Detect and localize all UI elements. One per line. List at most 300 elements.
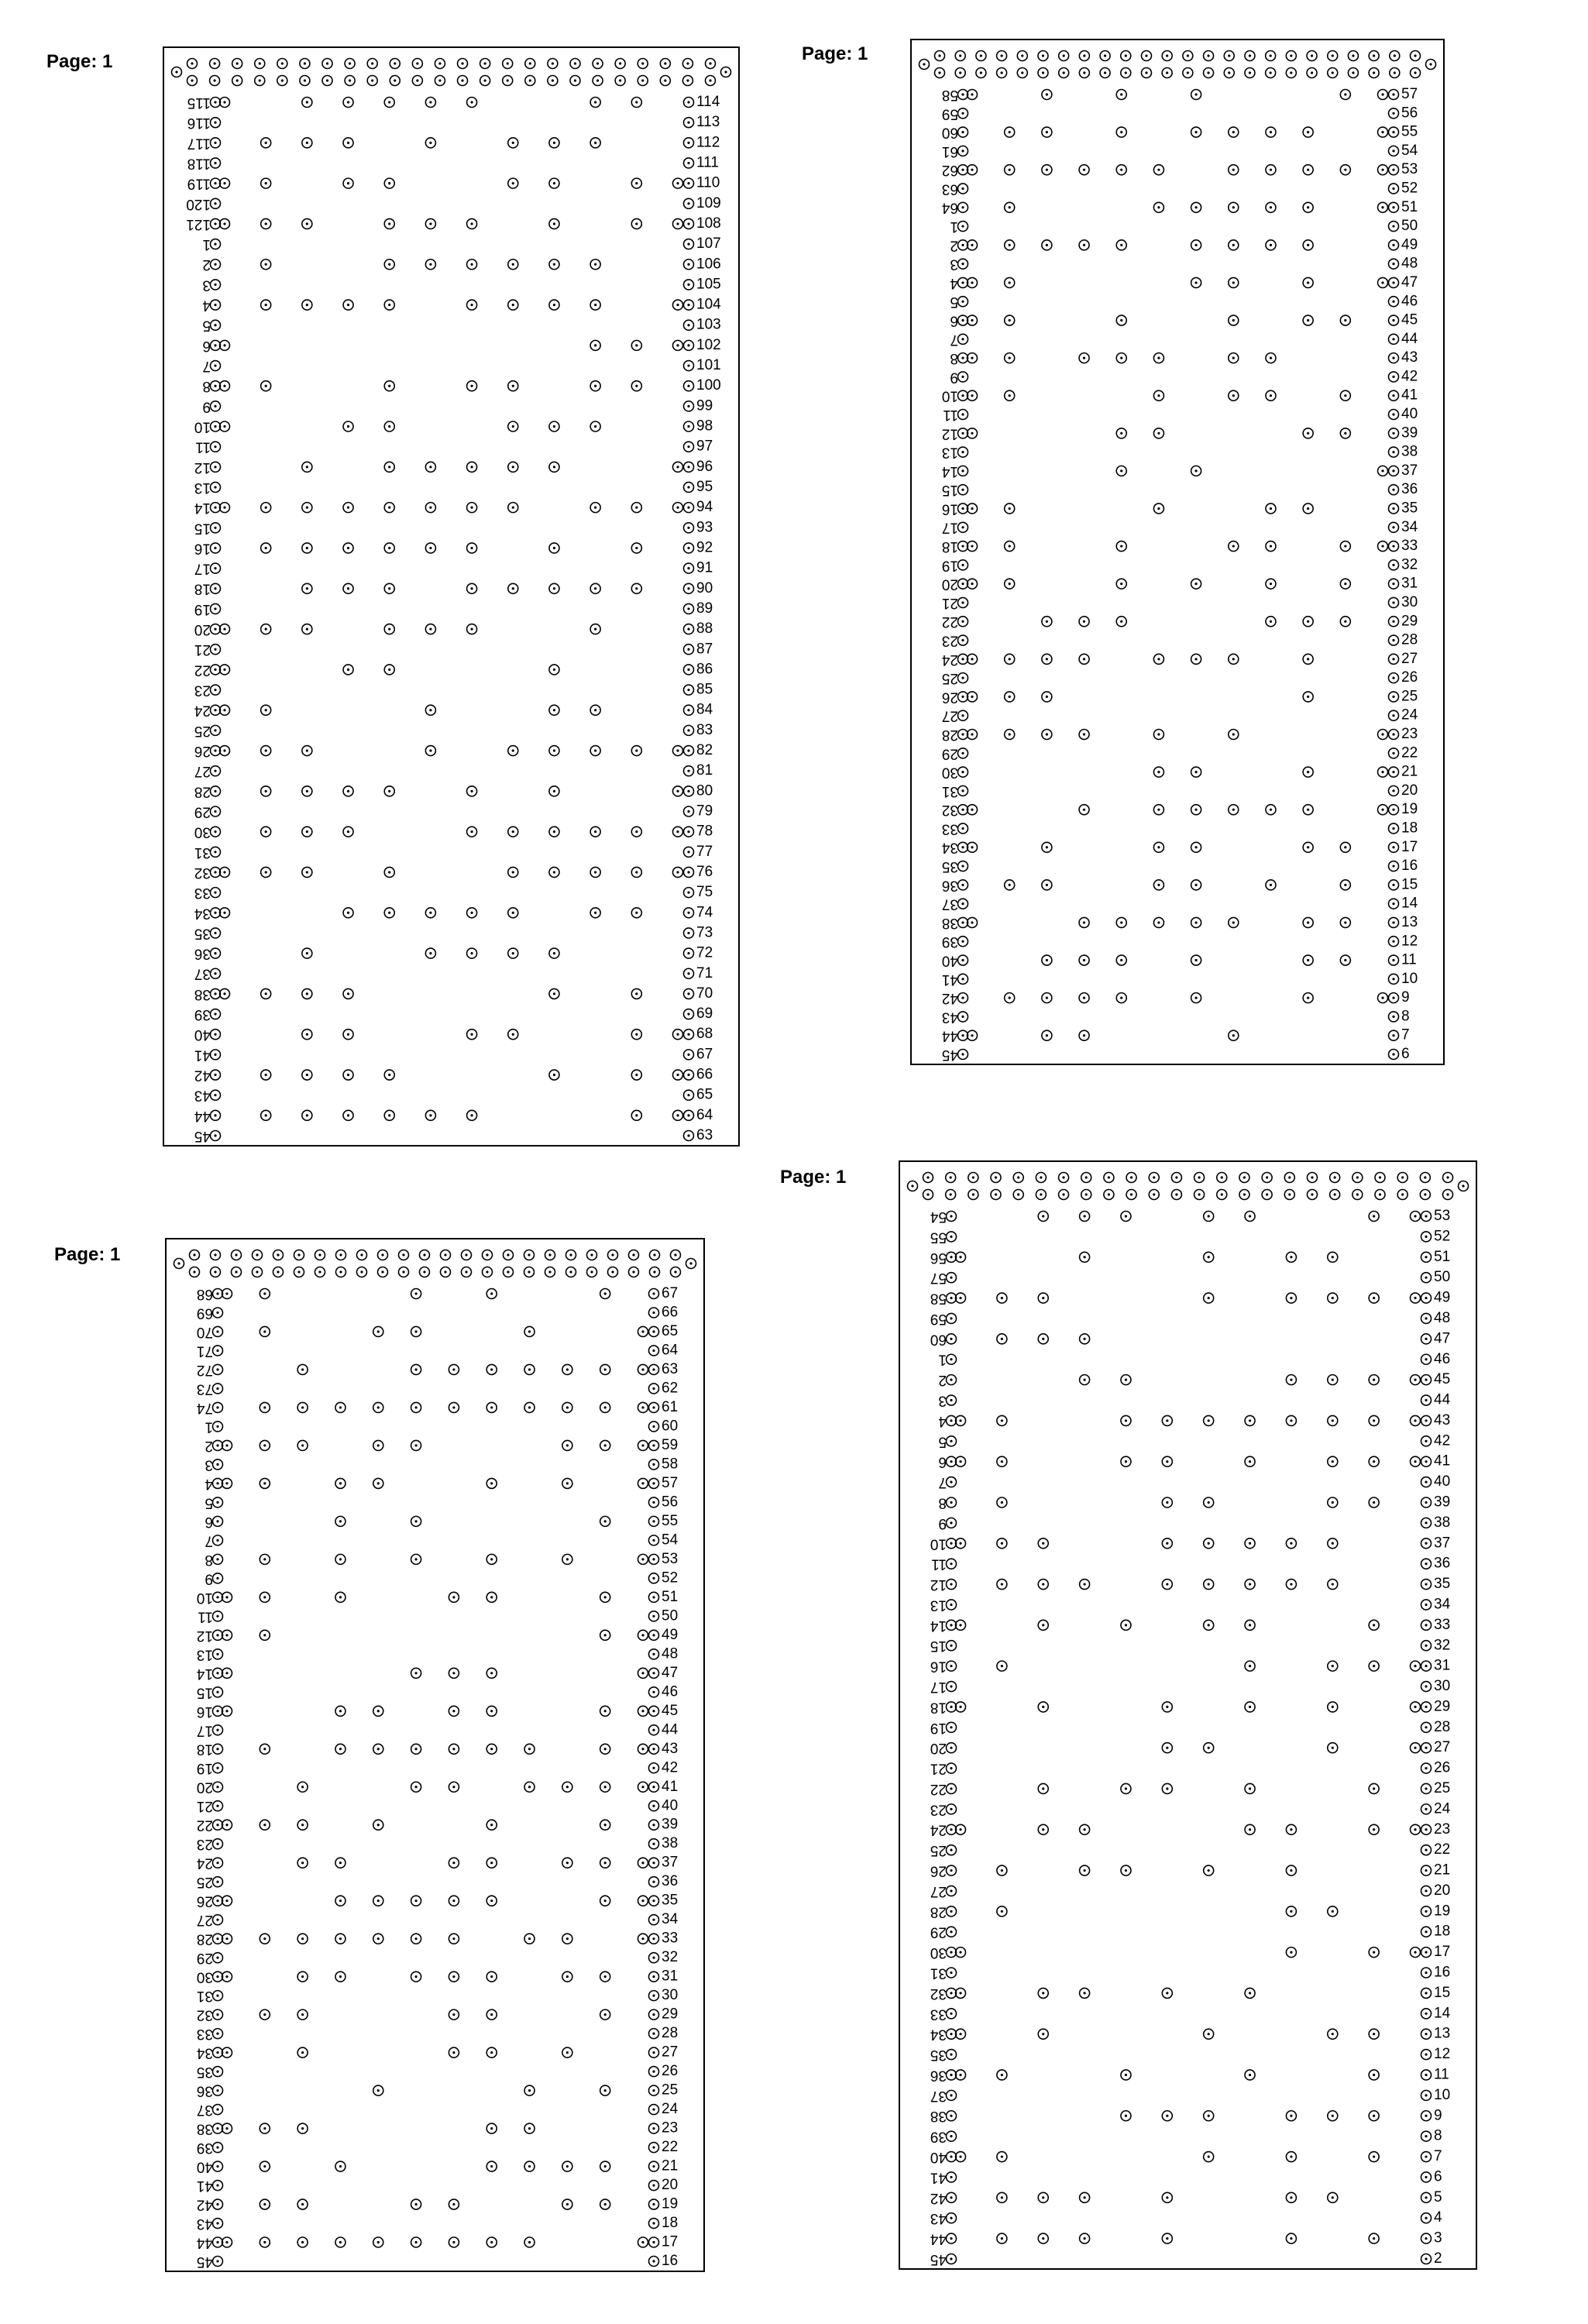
- row-number: 16: [194, 540, 211, 557]
- row-number: 48: [1434, 1309, 1451, 1326]
- row-number: 13: [930, 1597, 947, 1614]
- punch-hole: [947, 1273, 957, 1283]
- punch-hole: [997, 1865, 1007, 1875]
- row-number: 107: [696, 235, 721, 253]
- punch-hole: [1204, 1865, 1214, 1875]
- row-number: 12: [1434, 2046, 1451, 2063]
- punch-hole: [997, 1456, 1007, 1466]
- row-number: 66: [662, 1304, 679, 1321]
- row-number: 47: [662, 1664, 679, 1681]
- row-number: 89: [696, 600, 713, 617]
- punch-hole: [1284, 1173, 1294, 1183]
- row-number: 26: [930, 1862, 947, 1879]
- row-number: 48: [1401, 255, 1418, 272]
- row-number: 23: [194, 682, 211, 699]
- row-number: 85: [696, 681, 713, 698]
- row-number: 40: [941, 952, 958, 969]
- row-number: 27: [941, 707, 958, 724]
- punch-hole: [1286, 1293, 1296, 1303]
- row-number: 18: [196, 1741, 213, 1758]
- punch-hole: [947, 1968, 957, 1978]
- punch-hole: [1421, 1763, 1432, 1773]
- row-number: 7: [950, 331, 958, 348]
- row-number: 41: [1401, 387, 1418, 404]
- row-number: 70: [696, 985, 713, 1002]
- row-number: 10: [1434, 2086, 1451, 2103]
- row-number: 8: [205, 1551, 213, 1568]
- punch-hole: [1286, 1538, 1296, 1549]
- row-number: 40: [662, 1797, 679, 1814]
- row-number: 42: [1434, 1432, 1451, 1449]
- row-number: 79: [696, 803, 713, 820]
- row-number: 32: [1434, 1637, 1451, 1654]
- row-number: 21: [662, 2157, 679, 2174]
- punch-hole: [1421, 1804, 1432, 1814]
- row-number: 27: [194, 763, 211, 780]
- punch-hole: [968, 1190, 978, 1200]
- row-number: 120: [186, 195, 211, 212]
- punch-hole: [1038, 1702, 1048, 1712]
- punch-hole: [1421, 1518, 1432, 1528]
- row-number: 10: [196, 1589, 213, 1606]
- row-number: 63: [662, 1360, 679, 1377]
- punch-hole: [1421, 1722, 1432, 1732]
- punch-hole: [1038, 1212, 1048, 1222]
- row-number: 103: [696, 316, 721, 333]
- row-number: 31: [662, 1968, 679, 1985]
- row-number: 18: [1434, 1923, 1451, 1940]
- row-number: 59: [941, 105, 958, 122]
- row-number: 77: [696, 843, 713, 860]
- punch-hole: [947, 1865, 957, 1875]
- row-number: 12: [1401, 933, 1418, 950]
- punch-hole: [1286, 1415, 1296, 1425]
- row-number: 35: [196, 2064, 213, 2081]
- row-number: 23: [662, 2119, 679, 2137]
- punch-hole: [997, 2152, 1007, 2162]
- punch-hole: [1421, 1845, 1432, 1855]
- punch-hole: [1397, 1190, 1408, 1200]
- punch-hole: [947, 2213, 957, 2223]
- row-number: 32: [941, 802, 958, 819]
- row-number: 28: [1401, 631, 1418, 648]
- punch-hole: [1411, 1212, 1421, 1222]
- punch-hole: [956, 1988, 966, 1998]
- row-number: 72: [696, 944, 713, 961]
- punch-hole: [1038, 2233, 1048, 2243]
- punch-hole: [1262, 1173, 1272, 1183]
- row-number: 56: [1401, 105, 1418, 122]
- punch-hole: [947, 1252, 957, 1262]
- row-number: 53: [1434, 1208, 1451, 1225]
- row-number: 13: [941, 444, 958, 461]
- row-number: 116: [187, 115, 211, 132]
- row-number: 5: [205, 1494, 213, 1511]
- punch-hole: [1038, 2029, 1048, 2039]
- row-number: 2: [205, 1437, 213, 1454]
- row-number: 17: [941, 519, 958, 536]
- row-number: 19: [196, 1760, 213, 1777]
- punch-hole: [908, 1181, 918, 1191]
- punch-hole: [947, 1886, 957, 1896]
- row-number: 37: [1401, 462, 1418, 479]
- punch-hole: [1080, 2192, 1090, 2202]
- row-number: 37: [196, 2102, 213, 2119]
- row-number: 76: [696, 863, 713, 880]
- row-number: 57: [930, 1270, 947, 1287]
- row-number: 9: [1401, 989, 1410, 1006]
- row-number: 21: [196, 1798, 213, 1815]
- row-number: 50: [1401, 218, 1418, 235]
- page-label: Page: 1: [46, 51, 113, 72]
- row-number: 30: [196, 1968, 213, 1985]
- row-number: 18: [1401, 820, 1418, 837]
- row-number: 58: [930, 1290, 947, 1307]
- row-number: 45: [930, 2250, 947, 2267]
- row-number: 29: [194, 803, 211, 820]
- row-number: 30: [662, 1987, 679, 2004]
- row-number: 45: [196, 2253, 213, 2270]
- row-number: 88: [696, 621, 713, 638]
- row-number: 17: [1434, 1944, 1451, 1961]
- punch-hole: [997, 1293, 1007, 1303]
- punch-hole: [1421, 1682, 1432, 1692]
- row-number: 39: [930, 2128, 947, 2145]
- row-number: 35: [930, 2047, 947, 2064]
- punch-hole: [947, 1559, 957, 1569]
- row-number: 62: [941, 162, 958, 179]
- row-number: 34: [1401, 518, 1418, 535]
- row-number: 25: [662, 2082, 679, 2099]
- row-number: 29: [941, 745, 958, 762]
- row-number: 80: [696, 782, 713, 799]
- row-number: 94: [696, 499, 713, 516]
- punch-hole: [947, 1661, 957, 1671]
- punch-hole: [1328, 1580, 1338, 1590]
- punch-hole: [947, 1927, 957, 1937]
- row-number: 8: [938, 1494, 947, 1511]
- punch-hole: [956, 2070, 966, 2080]
- punch-hole: [947, 1580, 957, 1590]
- punch-hole: [1245, 1824, 1255, 1834]
- punch-hole: [1421, 2070, 1432, 2080]
- punch-hole: [1121, 2070, 1131, 2080]
- row-number: 67: [662, 1285, 679, 1302]
- punch-hole: [1421, 1948, 1432, 1958]
- punch-hole: [1080, 1252, 1090, 1262]
- punch-hole: [1421, 2192, 1432, 2202]
- punch-hole: [1328, 1538, 1338, 1549]
- row-number: 28: [930, 1903, 947, 1920]
- row-number: 30: [941, 764, 958, 781]
- punch-hole: [1286, 1948, 1296, 1958]
- punch-hole: [1421, 2233, 1432, 2243]
- row-number: 42: [196, 2196, 213, 2213]
- punch-hole: [947, 1948, 957, 1958]
- row-number: 29: [662, 2006, 679, 2023]
- row-number: 64: [662, 1342, 679, 1359]
- row-number: 105: [696, 276, 721, 293]
- punch-hole: [1443, 1190, 1453, 1200]
- punch-hole: [1328, 1415, 1338, 1425]
- row-number: 56: [662, 1494, 679, 1511]
- punch-hole: [1369, 2070, 1379, 2080]
- punch-hole: [1245, 1783, 1255, 1793]
- row-number: 68: [696, 1026, 713, 1043]
- row-number: 10: [930, 1535, 947, 1552]
- row-number: 90: [696, 579, 713, 596]
- punch-hole: [1059, 1190, 1069, 1200]
- row-number: 44: [194, 1107, 211, 1124]
- punch-hole: [1284, 1190, 1294, 1200]
- row-number: 38: [1401, 443, 1418, 460]
- row-number: 16: [930, 1658, 947, 1675]
- punch-hole: [1286, 2233, 1296, 2243]
- punch-hole: [1421, 1252, 1432, 1262]
- row-number: 40: [930, 2149, 947, 2166]
- row-number: 30: [1401, 593, 1418, 610]
- punch-hole: [1126, 1190, 1136, 1200]
- row-number: 39: [196, 2140, 213, 2157]
- punch-hole: [1162, 1538, 1172, 1549]
- punch-hole: [1162, 1580, 1172, 1590]
- row-number: 45: [941, 1046, 958, 1063]
- punch-hole: [1411, 1661, 1421, 1671]
- row-number: 102: [696, 336, 721, 353]
- row-number: 7: [1401, 1026, 1410, 1043]
- row-number: 20: [1434, 1882, 1451, 1899]
- punch-hole: [1162, 1783, 1172, 1793]
- punch-hole: [1411, 1415, 1421, 1425]
- row-number: 51: [1401, 198, 1418, 215]
- row-number: 4: [205, 1475, 213, 1492]
- row-number: 32: [662, 1949, 679, 1966]
- row-number: 3: [202, 277, 211, 294]
- punch-hole: [1307, 1190, 1317, 1200]
- punch-hole: [1286, 1865, 1296, 1875]
- row-number: 31: [1434, 1657, 1451, 1674]
- row-number: 97: [696, 438, 713, 455]
- row-number: 22: [662, 2139, 679, 2156]
- row-number: 14: [941, 462, 958, 480]
- punch-hole: [1081, 1173, 1091, 1183]
- punch-hole: [1286, 1824, 1296, 1834]
- row-number: 44: [930, 2230, 947, 2247]
- row-number: 117: [187, 135, 211, 152]
- punch-hole: [1411, 1375, 1421, 1385]
- row-number: 52: [1401, 180, 1418, 197]
- row-number: 31: [194, 844, 211, 861]
- row-number: 9: [950, 369, 958, 386]
- row-number: 14: [1434, 2005, 1451, 2022]
- row-number: 104: [696, 296, 721, 313]
- row-number: 61: [662, 1398, 679, 1415]
- punch-hole: [1194, 1190, 1205, 1200]
- row-number: 35: [941, 858, 958, 875]
- punch-hole: [1038, 1988, 1048, 1998]
- punch-hole: [1369, 1948, 1379, 1958]
- page-label: Page: 1: [780, 1167, 847, 1188]
- row-number: 29: [1401, 613, 1418, 630]
- row-number: 23: [196, 1836, 213, 1853]
- row-number: 84: [696, 701, 713, 718]
- row-number: 108: [696, 215, 721, 232]
- punch-hole: [1369, 2029, 1379, 2039]
- row-number: 39: [941, 933, 958, 951]
- row-number: 47: [1401, 273, 1418, 290]
- row-number: 112: [696, 134, 720, 151]
- row-number: 59: [930, 1310, 947, 1327]
- punch-hole: [1204, 1293, 1214, 1303]
- row-number: 34: [941, 839, 958, 856]
- punch-hole: [1421, 1988, 1432, 1998]
- punch-hole: [1421, 1456, 1432, 1466]
- punch-hole: [1121, 1783, 1131, 1793]
- punch-hole: [1328, 1293, 1338, 1303]
- row-number: 22: [941, 614, 958, 631]
- row-number: 5: [950, 294, 958, 311]
- row-number: 29: [930, 1923, 947, 1941]
- row-number: 36: [196, 2082, 213, 2099]
- punch-hole: [1286, 1375, 1296, 1385]
- punch-hole: [947, 2009, 957, 2019]
- row-number: 37: [1434, 1535, 1451, 1552]
- punch-hole: [1421, 1497, 1432, 1508]
- row-number: 24: [662, 2101, 679, 2118]
- row-number: 73: [196, 1380, 213, 1397]
- row-number: 121: [186, 215, 211, 232]
- row-number: 100: [696, 377, 721, 394]
- row-number: 22: [1434, 1841, 1451, 1858]
- row-number: 43: [662, 1740, 679, 1757]
- row-number: 33: [930, 2006, 947, 2023]
- punch-hole: [947, 2131, 957, 2141]
- punch-hole: [1411, 1293, 1421, 1303]
- row-number: 11: [943, 406, 958, 423]
- row-number: 12: [194, 459, 211, 476]
- punch-hole: [956, 1293, 966, 1303]
- punch-hole: [1369, 2152, 1379, 2162]
- punch-hole: [947, 1456, 957, 1466]
- row-number: 26: [662, 2063, 679, 2080]
- punch-hole: [947, 1824, 957, 1834]
- row-number: 34: [930, 2026, 947, 2043]
- row-number: 41: [662, 1778, 679, 1795]
- punch-hole: [1421, 1968, 1432, 1978]
- punch-hole: [1204, 2152, 1214, 2162]
- row-number: 9: [205, 1570, 213, 1587]
- row-number: 30: [930, 1944, 947, 1961]
- row-number: 18: [930, 1699, 947, 1716]
- row-number: 5: [202, 317, 211, 334]
- row-number: 21: [1434, 1862, 1451, 1879]
- punch-hole: [1328, 2029, 1338, 2039]
- row-number: 27: [662, 2044, 679, 2061]
- punch-hole: [1328, 1906, 1338, 1917]
- punch-hole: [1162, 1415, 1172, 1425]
- row-number: 1: [938, 1351, 947, 1368]
- row-number: 115: [187, 94, 211, 111]
- punch-hole: [1204, 1252, 1214, 1262]
- punch-hole: [1369, 1783, 1379, 1793]
- row-number: 21: [1401, 763, 1418, 780]
- row-number: 15: [196, 1684, 213, 1701]
- row-number: 60: [941, 124, 958, 141]
- row-number: 36: [941, 877, 958, 894]
- row-number: 2: [202, 256, 211, 273]
- row-number: 33: [941, 820, 958, 837]
- row-number: 52: [1434, 1228, 1451, 1245]
- punch-hole: [1036, 1190, 1046, 1200]
- row-number: 26: [194, 743, 211, 760]
- row-number: 12: [941, 425, 958, 442]
- punch-hole: [1369, 1456, 1379, 1466]
- punch-hole: [1080, 2233, 1090, 2243]
- punch-hole: [1328, 1497, 1338, 1508]
- punch-hole: [956, 2029, 966, 2039]
- punch-hole: [997, 1538, 1007, 1549]
- row-number: 12: [930, 1576, 947, 1593]
- punch-hole: [1328, 1252, 1338, 1262]
- punch-hole: [1126, 1173, 1136, 1183]
- punch-hole: [997, 2233, 1007, 2243]
- row-number: 22: [1401, 744, 1418, 761]
- row-number: 22: [930, 1780, 947, 1797]
- row-number: 37: [662, 1854, 679, 1871]
- row-number: 35: [1401, 500, 1418, 517]
- row-number: 26: [1401, 669, 1418, 686]
- punch-hole: [947, 1477, 957, 1487]
- row-number: 31: [196, 1988, 213, 2005]
- row-number: 45: [1401, 311, 1418, 328]
- row-number: 19: [1401, 801, 1418, 818]
- row-number: 69: [196, 1305, 213, 1322]
- row-number: 18: [662, 2215, 679, 2232]
- row-number: 59: [662, 1436, 679, 1453]
- row-number: 11: [1401, 951, 1417, 968]
- row-number: 17: [1401, 838, 1418, 855]
- row-number: 43: [196, 2216, 213, 2233]
- punch-hole: [1421, 2029, 1432, 2039]
- punch-hole: [1443, 1173, 1453, 1183]
- row-number: 36: [662, 1873, 679, 1890]
- row-number: 19: [930, 1719, 947, 1736]
- punch-hole: [1013, 1173, 1023, 1183]
- row-number: 63: [941, 180, 958, 198]
- punch-hole: [1217, 1173, 1227, 1183]
- punch-hole: [1421, 1783, 1432, 1793]
- punch-hole: [1162, 1988, 1172, 1998]
- row-number: 58: [662, 1456, 679, 1473]
- punch-hole: [1328, 2111, 1338, 2121]
- row-number: 16: [941, 500, 958, 517]
- punch-hole: [947, 2050, 957, 2060]
- row-number: 14: [194, 500, 211, 517]
- punch-hole: [947, 1415, 957, 1425]
- row-number: 19: [941, 557, 958, 574]
- row-number: 68: [196, 1285, 213, 1302]
- punch-hole: [1421, 1436, 1432, 1446]
- punch-hole: [997, 2070, 1007, 2080]
- punch-hole: [1245, 1212, 1255, 1222]
- punch-hole: [1421, 1620, 1432, 1630]
- row-number: 82: [696, 742, 713, 759]
- row-number: 24: [941, 651, 958, 668]
- punch-hole: [997, 2192, 1007, 2202]
- row-number: 38: [662, 1835, 679, 1852]
- punch-hole: [1121, 1415, 1131, 1425]
- row-number: 6: [1401, 1046, 1410, 1063]
